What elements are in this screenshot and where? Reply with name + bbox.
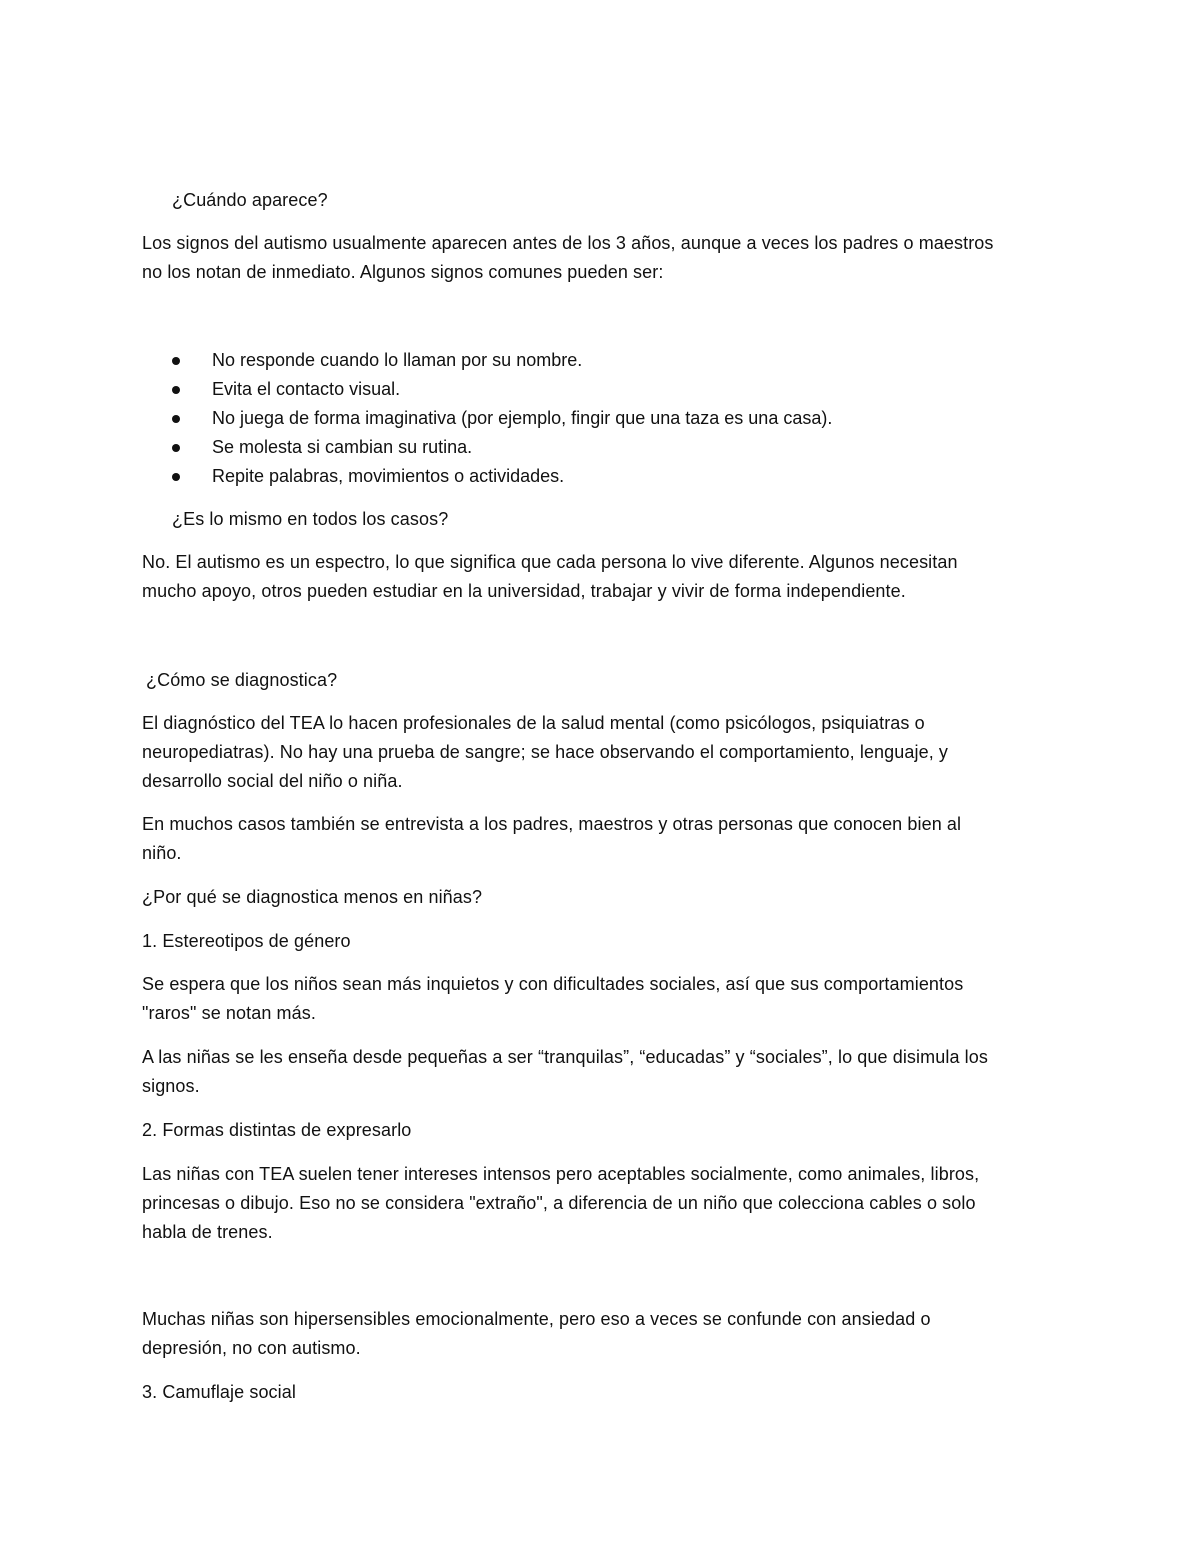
heading-por-que-menos-ninas: ¿Por qué se diagnostica menos en niñas?	[142, 887, 483, 907]
paragraph-line: Se espera que los niños sean más inquietos y con dificultades sociales, así que sus comportamientos	[142, 974, 964, 994]
paragraph-line: Las niñas con TEA suelen tener intereses intensos pero aceptables socialmente, como animales, libros,	[142, 1164, 980, 1184]
bullet-icon	[172, 473, 180, 481]
heading-cuando-aparece: ¿Cuándo aparece?	[172, 190, 328, 210]
heading-como-se-diagnostica: ¿Cómo se diagnostica?	[146, 670, 338, 690]
paragraph-line: desarrollo social del niño o niña.	[142, 771, 403, 791]
list-item-text: Se molesta si cambian su rutina.	[212, 437, 473, 457]
paragraph-line: depresión, no con autismo.	[142, 1338, 361, 1358]
subheading-formas-distintas: 2. Formas distintas de expresarlo	[142, 1120, 412, 1140]
paragraph-line: mucho apoyo, otros pueden estudiar en la universidad, trabajar y vivir de forma independiente.	[142, 581, 906, 601]
paragraph-line: signos.	[142, 1076, 200, 1096]
list-item-text: No responde cuando lo llaman por su nombre.	[212, 350, 583, 370]
bullet-icon	[172, 415, 180, 423]
list-item-text: Repite palabras, movimientos o actividades.	[212, 466, 565, 486]
paragraph-line: Muchas niñas son hipersensibles emocionalmente, pero eso a veces se confunde con ansiedad o	[142, 1309, 931, 1329]
paragraph-line: El diagnóstico del TEA lo hacen profesionales de la salud mental (como psicólogos, psiquiatras o	[142, 713, 925, 733]
bullet-icon	[172, 386, 180, 394]
list-item-text: Evita el contacto visual.	[212, 379, 401, 399]
subheading-estereotipos: 1. Estereotipos de género	[142, 931, 351, 951]
paragraph-line: no los notan de inmediato. Algunos signos comunes pueden ser:	[142, 262, 664, 282]
bullet-icon	[172, 444, 180, 452]
bullet-icon	[172, 357, 180, 365]
paragraph-line: niño.	[142, 843, 182, 863]
paragraph-line: Los signos del autismo usualmente aparecen antes de los 3 años, aunque a veces los padres o maestros	[142, 233, 994, 253]
subheading-camuflaje-social: 3. Camuflaje social	[142, 1382, 296, 1402]
paragraph-line: En muchos casos también se entrevista a los padres, maestros y otras personas que conocen bien al	[142, 814, 962, 834]
paragraph-line: No. El autismo es un espectro, lo que significa que cada persona lo vive diferente. Algunos necesitan	[142, 552, 958, 572]
paragraph-line: habla de trenes.	[142, 1222, 273, 1242]
list-item-text: No juega de forma imaginativa (por ejemplo, fingir que una taza es una casa).	[212, 408, 833, 428]
paragraph-line: "raros" se notan más.	[142, 1003, 316, 1023]
paragraph-line: neuropediatras). No hay una prueba de sangre; se hace observando el comportamiento, lenguaje, y	[142, 742, 949, 762]
heading-mismo-todos-casos: ¿Es lo mismo en todos los casos?	[172, 509, 449, 529]
paragraph-line: princesas o dibujo. Eso no se considera "extraño", a diferencia de un niño que colecciona cables o solo	[142, 1193, 976, 1213]
paragraph-line: A las niñas se les enseña desde pequeñas a ser “tranquilas”, “educadas” y “sociales”, lo que disimula los	[142, 1047, 988, 1067]
